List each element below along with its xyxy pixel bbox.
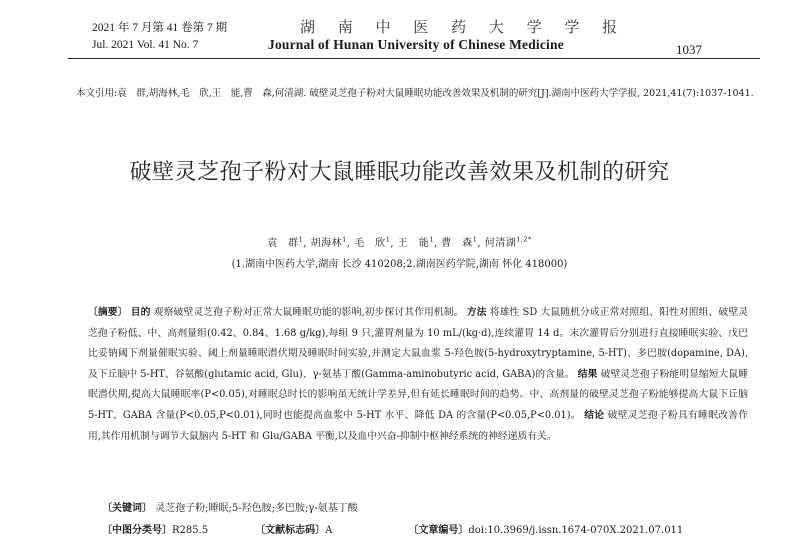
author: 曹 森$^1$, xyxy=(441,235,482,249)
affiliation: (1.湖南中医药大学,湖南 长沙 410208;2.湖南医药学院,湖南 怀化 418000) xyxy=(231,259,568,270)
objective-text: 观察破壁灵芝孢子粉对正常大鼠睡眠功能的影响,初步探讨其作用机制。 xyxy=(153,307,464,318)
journal-title-en: Journal of Hunan University of Chinese Medicine xyxy=(268,37,564,52)
citation: 本文引用:袁 群,胡海林,毛 欣,王 能,曹 森,何清湖. 破壁灵芝孢子粉对大鼠睡眠功能改善效果及机制的研究[J].湖南中医药大学学报, 2021,41(7):1037-1041. xyxy=(76,88,754,99)
issue-cn: 2021 年 7 月第 41 卷第 7 期 xyxy=(92,22,228,34)
abstract xyxy=(88,303,748,447)
objective-label: 目的 xyxy=(130,307,151,318)
page-number: 1037 xyxy=(676,42,702,57)
author: 胡海林$^1$, xyxy=(310,235,351,249)
header-rule xyxy=(68,58,760,59)
results-label: 结果 xyxy=(577,368,598,380)
doc-code: 〔文献标志码〕A xyxy=(255,525,333,536)
issue-info xyxy=(92,20,227,54)
classification xyxy=(102,521,762,536)
article-title: 破壁灵芝孢子粉对大鼠睡眠功能改善效果及机制的研究 xyxy=(129,160,670,185)
issue-en: Jul. 2021 Vol. 41 No. 7 xyxy=(92,39,199,51)
keywords xyxy=(102,499,358,514)
abstract-label: 〔摘要〕 xyxy=(88,307,128,318)
keywords-label: 〔关键词〕 xyxy=(102,503,152,514)
author: 袁 群$^1$, xyxy=(267,235,307,249)
results-text: 破壁灵芝孢子粉能明显缩短大鼠睡眠潜伏期,提高大鼠睡眠率(P<0.05),对睡眠总时长的影响虽无统计学差异,但有延长睡眠时间的趋势。中、高剂量的破壁灵芝孢子粉能够提高大鼠下丘脑 5-HT、GABA 含量(P<0.05,P<0.01),同时也能提高血浆中 5-HT 水平、降低 DA 的含量(P<0.05,P<0.01)。 xyxy=(88,368,749,421)
keywords-text: 灵芝孢子粉;睡眠;5-羟色胺;多巴胺;γ-氨基丁酸 xyxy=(155,503,358,514)
methods-label: 方法 xyxy=(466,307,487,318)
methods-text: 将雄性 SD 大鼠随机分成正常对照组、阳性对照组、破壁灵芝孢子粉低、中、高剂量组(0.42、0.84、1.68 g/kg),每组 9 只,灌胃剂量为 10 mL/(kg·d),连续灌胃 14 d。末次灌胃后分别进行直接睡眠实验、戊巴比妥钠阈下剂量催眠实验、阈上剂量睡眠潜伏期及睡眠时间实验,并测定大鼠血浆 5-羟色胺(5-hydroxytryptamine, 5-HT)、多巴胺(dopamine, DA),及下丘脑中 5-HT、谷氨酸(glutamic acid, Glu)、γ-氨基丁酸(Gamma-aminobutyric acid, GABA)的含量。 xyxy=(88,307,749,380)
conclusion-text: 破壁灵芝孢子粉具有睡眠改善作用,其作用机制与调节大鼠脑内 5-HT 和 Glu/GABA 平衡,以及血中兴奋-抑制中枢神经系统的神经递质有关。 xyxy=(88,409,748,442)
author: 何清湖$^{1,2*}$ xyxy=(484,235,532,249)
clc-code: 〔中图分类号〕R285.5 xyxy=(102,525,209,536)
journal-title-cn: 湖 南 中 医 药 大 学 学 报 xyxy=(300,18,627,36)
author-list xyxy=(0,234,799,249)
article-number: 〔文章编号〕doi:10.3969/j.issn.1674-070X.2021.07.011 xyxy=(408,525,684,536)
author: 毛 欣$^1$, xyxy=(354,235,395,249)
conclusion-label: 结论 xyxy=(584,409,605,421)
author: 王 能$^1$, xyxy=(397,235,438,249)
